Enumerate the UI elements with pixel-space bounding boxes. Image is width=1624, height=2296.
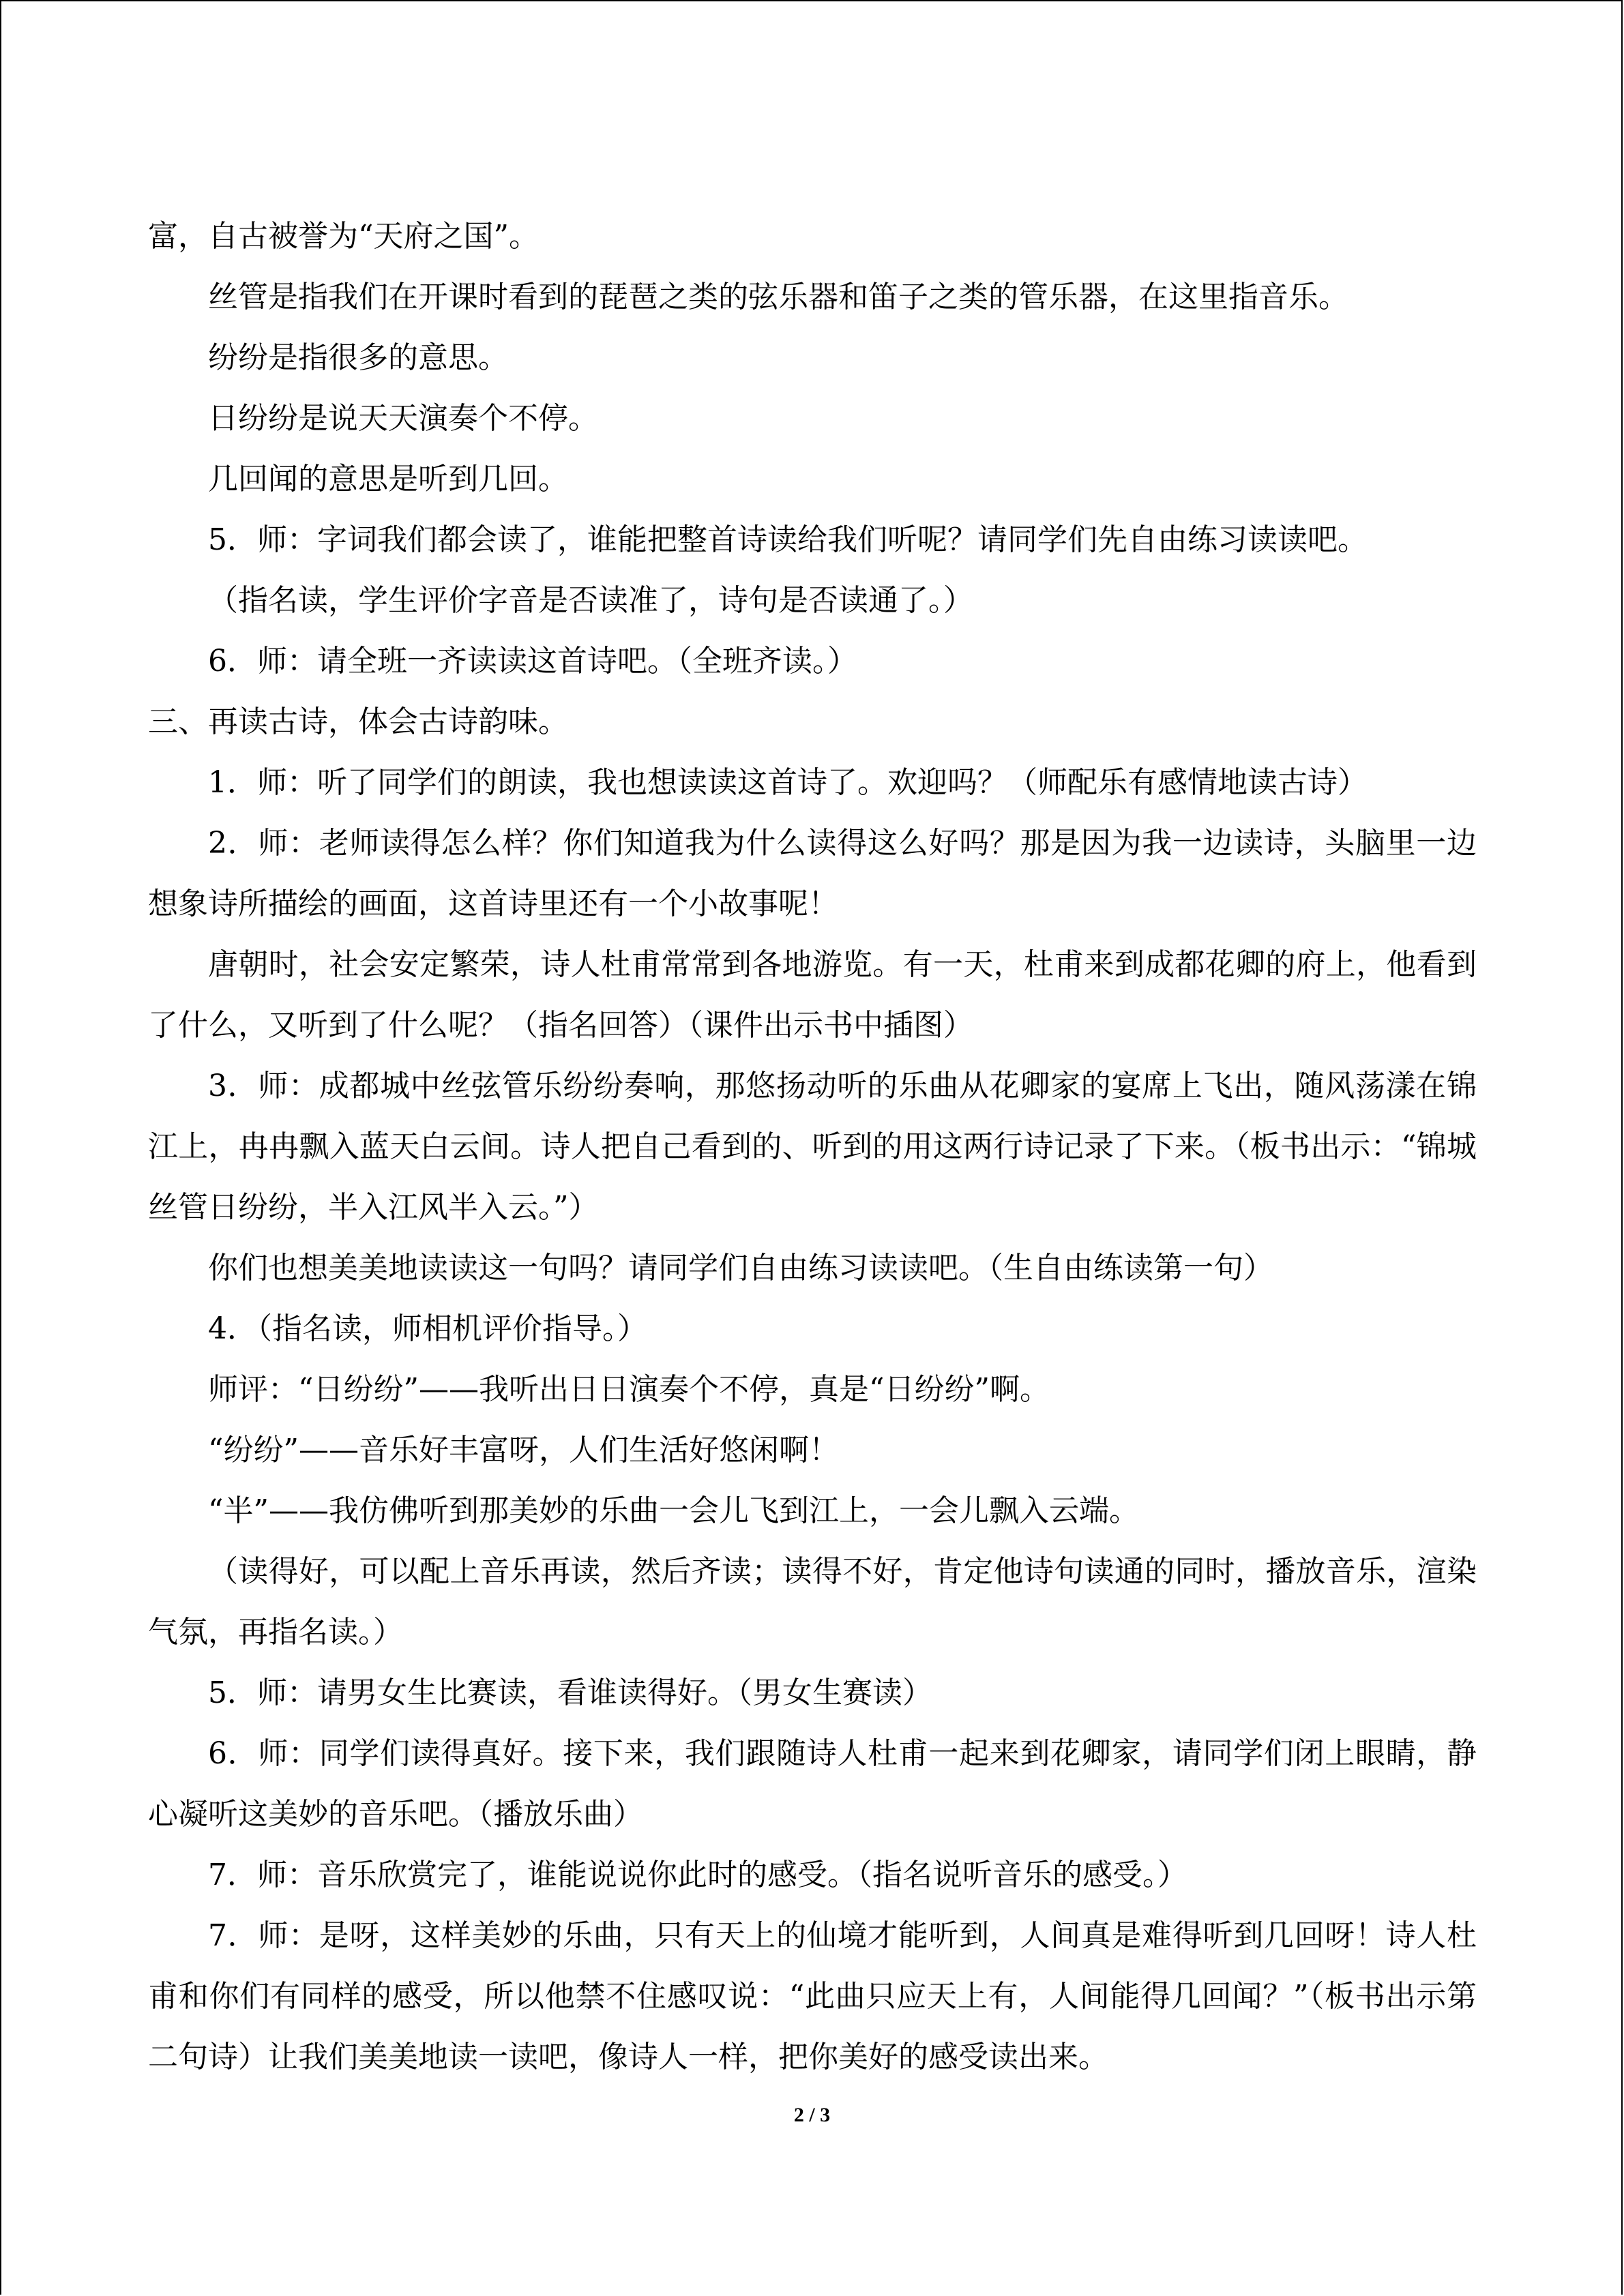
page-number: 2 / 3 — [793, 2104, 831, 2126]
paragraph: 2．师：老师读得怎么样？你们知道我为什么读得这么好吗？那是因为我一边读诗，头脑里一边想象诗所描绘的画面，这首诗里还有一个小故事呢！ — [148, 826, 1477, 921]
paragraph: “半”——我仿佛听到那美妙的乐曲一会儿飞到江上，一会儿飘入云端。 — [208, 1493, 1139, 1528]
paragraph: 几回闻的意思是听到几回。 — [208, 462, 568, 496]
paragraph: 7．师：是呀，这样美妙的乐曲，只有天上的仙境才能听到，人间真是难得听到几回呀！诗人杜甫和你们有同样的感受，所以他禁不住感叹说：“此曲只应天上有，人间能得几回闻？”（板书出示第二句诗）让我们美美地读一读吧，像诗人一样，把你美好的感受读出来。 — [148, 1918, 1477, 2074]
paragraph: 1．师：听了同学们的朗读，我也想读读这首诗了。欢迎吗？（师配乐有感情地读古诗） — [208, 765, 1368, 800]
paragraph: 师评：“日纷纷”——我听出日日演奏个不停，真是“日纷纷”啊。 — [208, 1372, 1050, 1407]
paragraph: 6．师：同学们读得真好。接下来，我们跟随诗人杜甫一起来到花卿家，请同学们闭上眼睛，静心凝听这美妙的音乐吧。（播放乐曲） — [148, 1736, 1477, 1832]
document-body — [148, 206, 1477, 2087]
paragraph: （指名读，学生评价字音是否读准了，诗句是否读通了。） — [208, 583, 973, 618]
paragraph: 富，自古被誉为“天府之国”。 — [148, 219, 539, 254]
paragraph: 唐朝时，社会安定繁荣，诗人杜甫常常到各地游览。有一天，杜甫来到成都花卿的府上，他看到了什么，又听到了什么呢？（指名回答）（课件出示书中插图） — [148, 947, 1477, 1043]
paragraph: 丝管是指我们在开课时看到的琵琶之类的弦乐器和笛子之类的管乐器，在这里指音乐。 — [208, 280, 1348, 314]
paragraph: 日纷纷是说天天演奏个不停。 — [208, 401, 598, 436]
paragraph: 三、再读古诗，体会古诗韵味。 — [148, 704, 568, 739]
paragraph: 3．师：成都城中丝弦管乐纷纷奏响，那悠扬动听的乐曲从花卿家的宴席上飞出，随风荡漾在锦江上，冉冉飘入蓝天白云间。诗人把自己看到的、听到的用这两行诗记录了下来。（板书出示：“锦城丝管日纷纷，半入江风半入云。”） — [148, 1069, 1477, 1225]
paragraph: 5．师：字词我们都会读了，谁能把整首诗读给我们听呢？请同学们先自由练习读读吧。 — [208, 522, 1368, 557]
paragraph: “纷纷”——音乐好丰富呀，人们生活好悠闲啊！ — [208, 1433, 839, 1467]
paragraph: 6．师：请全班一齐读读这首诗吧。（全班齐读。） — [208, 644, 857, 679]
paragraph: 你们也想美美地读读这一句吗？请同学们自由练习读读吧。（生自由练读第一句） — [208, 1251, 1273, 1285]
paragraph: （读得好，可以配上音乐再读，然后齐读；读得不好，肯定他诗句读通的同时，播放音乐，渲染气氛，再指名读。） — [148, 1554, 1477, 1650]
paragraph: 5．师：请男女生比赛读，看谁读得好。（男女生赛读） — [208, 1675, 932, 1710]
paragraph: 4．（指名读，师相机评价指导。） — [208, 1311, 647, 1346]
paragraph: 7．师：音乐欣赏完了，谁能说说你此时的感受。（指名说听音乐的感受。） — [208, 1858, 1187, 1892]
paragraph: 纷纷是指很多的意思。 — [208, 340, 508, 375]
